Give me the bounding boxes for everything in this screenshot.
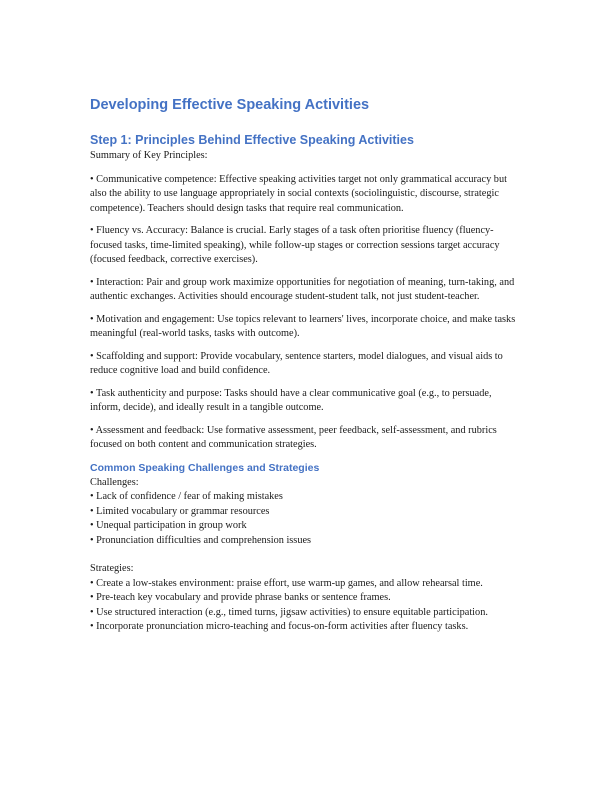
principle-item: • Communicative competence: Effective speaking activities target not only grammatical accuracy but also the ability to use language appropriately in social contexts (sociolinguistic, discourse, strategic competence). Teachers should design tasks that require real communication. <box>90 173 507 214</box>
challenges-list <box>90 490 524 548</box>
challenge-item: • Pronunciation difficulties and comprehension issues <box>90 534 312 546</box>
strategy-item: • Pre-teach key vocabulary and provide phrase banks or sentence frames. <box>90 592 391 603</box>
principle-item: • Motivation and engagement: Use topics relevant to learners' lives, incorporate choice, and make tasks meaningful (real-world tasks, tasks with outcome). <box>90 313 516 339</box>
strategy-item: • Use structured interaction (e.g., timed turns, jigsaw activities) to ensure equitable participation. <box>90 606 488 618</box>
principle-item: • Task authenticity and purpose: Tasks should have a clear communicative goal (e.g., to persuade, inform, decide), and ideally result in a tangible outcome. <box>90 387 492 413</box>
strategy-item: • Create a low-stakes environment: praise effort, use warm-up games, and allow rehearsal time. <box>90 577 483 589</box>
summary-label: Summary of Key Principles: <box>90 150 208 161</box>
challenges-heading: Common Speaking Challenges and Strategies <box>90 461 320 474</box>
strategies-label: Strategies: <box>90 563 134 574</box>
challenge-item: • Limited vocabulary or grammar resources <box>90 505 270 517</box>
strategies-list <box>90 577 524 635</box>
strategy-item: • Incorporate pronunciation micro-teaching and focus-on-form activities after fluency tasks. <box>90 621 469 632</box>
principle-item: • Fluency vs. Accuracy: Balance is crucial. Early stages of a task often prioritise fluency (fluency-focused tasks, time-limited speaking), while follow-up stages or correction sessions target accuracy (focused feedback, corrective exercises). <box>90 225 500 265</box>
challenge-item: • Unequal participation in group work <box>90 520 247 531</box>
principle-item: • Scaffolding and support: Provide vocabulary, sentence starters, model dialogues, and visual aids to reduce cognitive load and build confidence. <box>90 350 503 376</box>
principles-list <box>90 173 524 453</box>
document-title: Developing Effective Speaking Activities <box>90 97 370 113</box>
challenges-label: Challenges: <box>90 476 139 488</box>
principle-item: • Assessment and feedback: Use formative assessment, peer feedback, self-assessment, and rubrics focused on both content and communication strategies. <box>90 424 497 450</box>
principle-item: • Interaction: Pair and group work maximize opportunities for negotiation of meaning, turn-taking, and authentic exchanges. Activities should encourage student-student talk, not just student-teacher. <box>90 276 515 302</box>
step1-heading: Step 1: Principles Behind Effective Speaking Activities <box>90 133 414 147</box>
challenge-item: • Lack of confidence / fear of making mistakes <box>90 491 283 502</box>
